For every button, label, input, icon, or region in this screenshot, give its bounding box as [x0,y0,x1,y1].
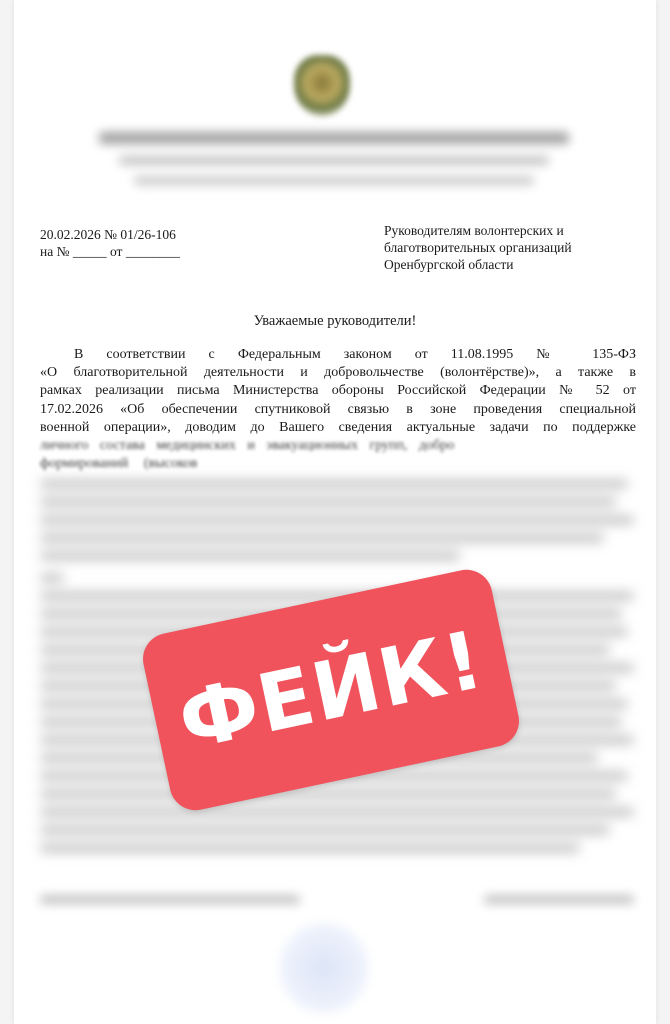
document-page [14,0,656,1024]
body-line: военной операции», доводим до Вашего сведения актуальные задачи по поддержке [40,419,636,435]
body-line: 17.02.2026 «Об обеспечении спутниковой связью в зоне проведения специальной [40,401,636,417]
faded-body-line: личного состава медицинских и эвакуационных групп, добро [40,438,455,453]
letter-reply-ref: на № _____ от ________ [40,244,180,259]
blurred-signature-right [484,895,634,904]
letter-body-faded [40,437,636,473]
letter-date-number: 20.02.2026 № 01/26-106 [40,227,176,242]
blurred-letterhead-line-2 [119,156,549,165]
coat-of-arms-emblem [294,55,350,117]
letter-meta [40,226,180,260]
letter-addressee [384,222,572,273]
fake-badge-label: ФЕЙК! [170,612,492,768]
blurred-seal-stamp [276,920,372,1016]
addressee-line: Оренбургской области [384,257,514,272]
faded-body-line: формирований (высоков [40,456,198,472]
letter-body [40,346,636,437]
body-line: «О благотворительной деятельности и добровольчестве (волонтёрстве)», а также в [40,365,636,381]
blurred-letterhead-line-3 [134,176,534,185]
blurred-letterhead-line-1 [99,132,569,144]
blurred-signature-left [40,895,300,904]
body-line: В соответствии с Федеральным законом от 11.08.1995 № 135-ФЗ [74,347,636,362]
addressee-line: Руководителям волонтерских и [384,223,564,238]
body-line: рамках реализации письма Министерства обороны Российской Федерации № 52 от [40,383,636,399]
letter-greeting: Уважаемые руководители! [253,313,417,329]
addressee-line: благотворительных организаций [384,240,572,255]
